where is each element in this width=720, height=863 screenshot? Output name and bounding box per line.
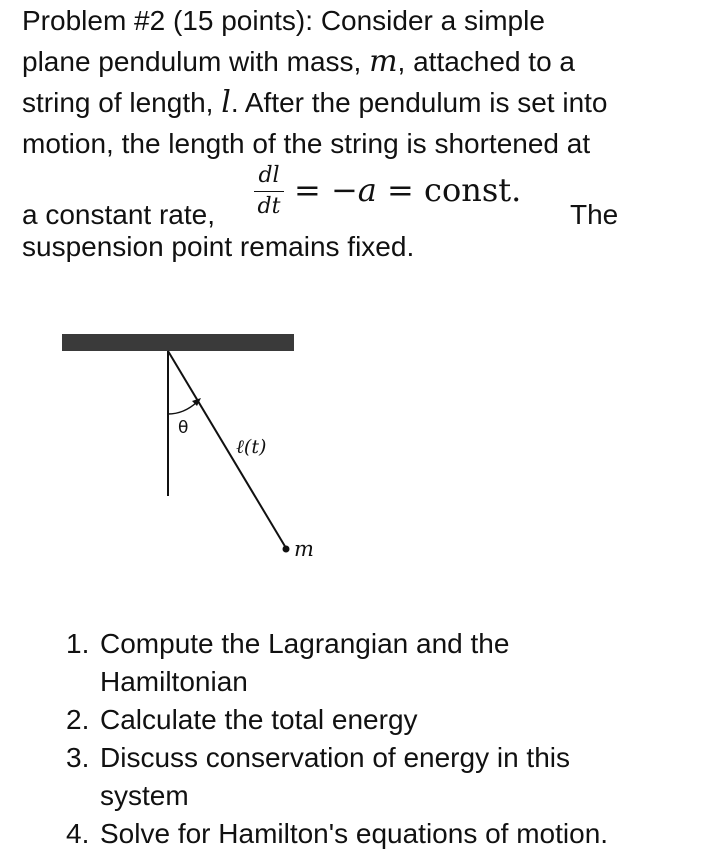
ceiling-bar [62, 334, 294, 351]
problem-line-3-end: . After the pendulum is set into [230, 87, 608, 118]
pendulum-bob [283, 546, 290, 553]
angle-label: θ [178, 418, 189, 438]
problem-line-2 [22, 41, 712, 82]
length-label: ℓ(t) [236, 436, 267, 458]
rate-equation-line [22, 164, 712, 260]
problem-line-1: Problem #2 (15 points): Consider a simple [22, 5, 545, 36]
pendulum-figure [58, 326, 318, 576]
task-number: 2. [66, 704, 90, 735]
const-term: const. [424, 171, 522, 209]
task-item [60, 625, 710, 701]
mass-label: m [294, 537, 314, 561]
problem-line-3-start: string of length, [22, 87, 222, 118]
pendulum-string [168, 351, 286, 548]
task-number: 3. [66, 742, 90, 773]
dl-dt-fraction [254, 164, 284, 219]
mass-symbol: m [369, 44, 398, 79]
equation-rhs [294, 170, 521, 211]
problem-line-6: suspension point remains fixed. [22, 231, 415, 262]
task-item [60, 739, 710, 815]
fraction-numerator: dl [258, 163, 280, 188]
task-list [60, 625, 710, 853]
equals-sign-1: = [294, 171, 321, 209]
rate-line-start: a constant rate, [22, 199, 216, 230]
problem-line-2-end: , attached to a [397, 46, 575, 77]
angle-arc [168, 402, 197, 414]
task-number: 4. [66, 818, 90, 849]
problem-line-4: motion, the length of the string is shortened at [22, 128, 591, 159]
problem-line-3 [22, 82, 712, 123]
negative-a: −a [330, 171, 377, 209]
task-item [60, 815, 710, 853]
task-text-line: Calculate the total energy [100, 704, 418, 735]
task-text-line: Discuss conservation of energy in this [100, 742, 570, 773]
length-symbol: l [221, 85, 231, 120]
problem-line-2-start: plane pendulum with mass, [22, 46, 370, 77]
task-text-line: Hamiltonian [100, 666, 248, 697]
task-text-line: Compute the Lagrangian and the [100, 628, 510, 659]
equals-sign-2: = [387, 171, 414, 209]
fraction-bar [254, 191, 284, 192]
rate-line-end: The [570, 199, 619, 230]
task-item [60, 701, 710, 739]
task-number: 1. [66, 628, 90, 659]
task-text-line: system [100, 780, 189, 811]
task-text-line: Solve for Hamilton's equations of motion. [100, 818, 609, 849]
problem-statement [22, 0, 712, 267]
fraction-denominator: dt [257, 194, 281, 219]
